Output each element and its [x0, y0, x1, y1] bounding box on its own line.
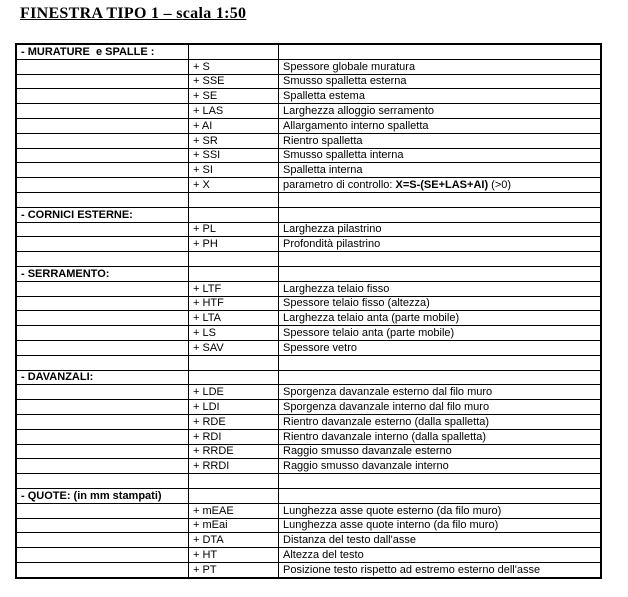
parameter-row — [16, 385, 601, 400]
parameter-row — [16, 340, 601, 355]
separator-row — [16, 252, 601, 267]
parameter-table-body — [16, 44, 601, 578]
param-desc-cell: Distanza del testo dall'asse — [279, 533, 602, 548]
empty-cell — [16, 222, 189, 237]
empty-cell — [16, 148, 189, 163]
section-header-row — [16, 44, 601, 59]
param-code-cell: + AI — [189, 118, 279, 133]
empty-cell — [279, 207, 602, 222]
param-code-cell: + SR — [189, 133, 279, 148]
empty-cell — [16, 355, 189, 370]
empty-cell — [16, 163, 189, 178]
empty-cell — [16, 326, 189, 341]
param-desc-cell: Lunghezza asse quote interno (da filo muro) — [279, 518, 602, 533]
parameter-row — [16, 104, 601, 119]
empty-cell — [16, 459, 189, 474]
section-header-row — [16, 488, 601, 503]
empty-cell — [16, 237, 189, 252]
param-desc-cell: Rientro spalletta — [279, 133, 602, 148]
empty-cell — [279, 44, 602, 59]
parameter-row — [16, 148, 601, 163]
section-header-row — [16, 370, 601, 385]
param-code-cell: + mEAE — [189, 503, 279, 518]
desc-text: parametro di controllo: — [283, 179, 396, 192]
param-desc-cell: Spessore telaio fisso (altezza) — [279, 296, 602, 311]
param-desc-cell: Profondità pilastrino — [279, 237, 602, 252]
param-code-cell: + LAS — [189, 104, 279, 119]
parameter-row — [16, 518, 601, 533]
param-code-cell: + X — [189, 178, 279, 193]
empty-cell — [16, 562, 189, 577]
param-code-cell: + RDE — [189, 414, 279, 429]
parameter-row — [16, 548, 601, 563]
empty-cell — [189, 207, 279, 222]
empty-cell — [16, 296, 189, 311]
param-desc-cell: Raggio smusso davanzale esterno — [279, 444, 602, 459]
parameter-row — [16, 59, 601, 74]
parameter-row — [16, 296, 601, 311]
param-code-cell: + SE — [189, 89, 279, 104]
parameter-row — [16, 222, 601, 237]
parameter-row — [16, 503, 601, 518]
param-code-cell: + LTA — [189, 311, 279, 326]
parameter-row — [16, 281, 601, 296]
param-code-cell: + mEai — [189, 518, 279, 533]
empty-cell — [16, 429, 189, 444]
parameter-row — [16, 414, 601, 429]
empty-cell — [16, 503, 189, 518]
param-desc-cell — [279, 178, 602, 193]
parameter-row — [16, 444, 601, 459]
empty-cell — [279, 370, 602, 385]
param-code-cell: + RRDI — [189, 459, 279, 474]
parameter-row — [16, 89, 601, 104]
param-desc-cell: Allargamento interno spalletta — [279, 118, 602, 133]
section-header-cell: - QUOTE: (in mm stampati) — [16, 488, 189, 503]
param-desc-cell: Spessore telaio anta (parte mobile) — [279, 326, 602, 341]
empty-cell — [16, 178, 189, 193]
parameter-row — [16, 459, 601, 474]
param-desc-cell: Smusso spalletta esterna — [279, 74, 602, 89]
param-desc-cell: Raggio smusso davanzale interno — [279, 459, 602, 474]
empty-cell — [189, 370, 279, 385]
parameter-table — [15, 43, 602, 579]
parameter-row — [16, 133, 601, 148]
param-desc-cell: Sporgenza davanzale interno dal filo muro — [279, 400, 602, 415]
empty-cell — [279, 192, 602, 207]
param-code-cell: + DTA — [189, 533, 279, 548]
empty-cell — [189, 474, 279, 489]
param-code-cell: + PT — [189, 562, 279, 577]
empty-cell — [16, 281, 189, 296]
param-code-cell: + LS — [189, 326, 279, 341]
empty-cell — [189, 252, 279, 267]
empty-cell — [16, 118, 189, 133]
param-code-cell: + SI — [189, 163, 279, 178]
empty-cell — [16, 104, 189, 119]
param-code-cell: + LDE — [189, 385, 279, 400]
empty-cell — [16, 311, 189, 326]
param-desc-cell: Sporgenza davanzale esterno dal filo muro — [279, 385, 602, 400]
section-header-cell: - SERRAMENTO: — [16, 266, 189, 281]
empty-cell — [279, 252, 602, 267]
param-code-cell: + SSI — [189, 148, 279, 163]
parameter-row — [16, 118, 601, 133]
empty-cell — [16, 89, 189, 104]
separator-row — [16, 192, 601, 207]
parameter-row — [16, 74, 601, 89]
param-desc-cell: Altezza del testo — [279, 548, 602, 563]
empty-cell — [16, 252, 189, 267]
empty-cell — [279, 488, 602, 503]
param-code-cell: + RDI — [189, 429, 279, 444]
parameter-row — [16, 311, 601, 326]
param-code-cell: + SSE — [189, 74, 279, 89]
parameter-row — [16, 429, 601, 444]
param-code-cell: + PH — [189, 237, 279, 252]
param-code-cell: + RRDE — [189, 444, 279, 459]
param-desc-cell: Larghezza telaio fisso — [279, 281, 602, 296]
param-desc-cell: Spalletta estema — [279, 89, 602, 104]
empty-cell — [16, 385, 189, 400]
parameter-row — [16, 400, 601, 415]
parameter-row — [16, 326, 601, 341]
section-header-cell: - CORNICI ESTERNE: — [16, 207, 189, 222]
parameter-row — [16, 178, 601, 193]
empty-cell — [279, 474, 602, 489]
empty-cell — [16, 444, 189, 459]
param-desc-cell: Spalletta interna — [279, 163, 602, 178]
empty-cell — [279, 355, 602, 370]
param-code-cell: + LDI — [189, 400, 279, 415]
parameter-row — [16, 533, 601, 548]
empty-cell — [16, 518, 189, 533]
parameter-row — [16, 163, 601, 178]
empty-cell — [16, 474, 189, 489]
param-desc-cell: Rientro davanzale esterno (dalla spalletta) — [279, 414, 602, 429]
separator-row — [16, 474, 601, 489]
param-code-cell: + LTF — [189, 281, 279, 296]
separator-row — [16, 355, 601, 370]
empty-cell — [279, 266, 602, 281]
parameter-row — [16, 562, 601, 577]
desc-text: (>0) — [488, 179, 512, 192]
param-code-cell: + HT — [189, 548, 279, 563]
empty-cell — [16, 414, 189, 429]
empty-cell — [16, 59, 189, 74]
empty-cell — [16, 533, 189, 548]
section-header-row — [16, 207, 601, 222]
page-title: FINESTRA TIPO 1 – scala 1:50 — [20, 5, 247, 22]
section-header-cell: - DAVANZALI: — [16, 370, 189, 385]
param-desc-cell: Larghezza telaio anta (parte mobile) — [279, 311, 602, 326]
empty-cell — [189, 355, 279, 370]
empty-cell — [16, 133, 189, 148]
empty-cell — [189, 266, 279, 281]
param-code-cell: + S — [189, 59, 279, 74]
param-desc-cell: Spessore vetro — [279, 340, 602, 355]
param-code-cell: + SAV — [189, 340, 279, 355]
empty-cell — [16, 74, 189, 89]
param-desc-cell: Spessore globale muratura — [279, 59, 602, 74]
empty-cell — [16, 340, 189, 355]
empty-cell — [189, 488, 279, 503]
param-code-cell: + HTF — [189, 296, 279, 311]
empty-cell — [16, 548, 189, 563]
param-desc-cell: Lunghezza asse quote esterno (da filo muro) — [279, 503, 602, 518]
param-desc-cell: Smusso spalletta interna — [279, 148, 602, 163]
empty-cell — [16, 192, 189, 207]
section-header-row — [16, 266, 601, 281]
param-desc-cell: Larghezza pilastrino — [279, 222, 602, 237]
param-desc-cell: Rientro davanzale interno (dalla spalletta) — [279, 429, 602, 444]
param-desc-cell: Posizione testo rispetto ad estremo esterno dell'asse — [279, 562, 602, 577]
param-desc-cell: Larghezza alloggio serramento — [279, 104, 602, 119]
section-header-cell: - MURATURE e SPALLE : — [16, 44, 189, 59]
empty-cell — [189, 192, 279, 207]
empty-cell — [16, 400, 189, 415]
desc-formula: X=S-(SE+LAS+AI) — [395, 179, 489, 192]
param-code-cell: + PL — [189, 222, 279, 237]
parameter-row — [16, 237, 601, 252]
empty-cell — [189, 44, 279, 59]
